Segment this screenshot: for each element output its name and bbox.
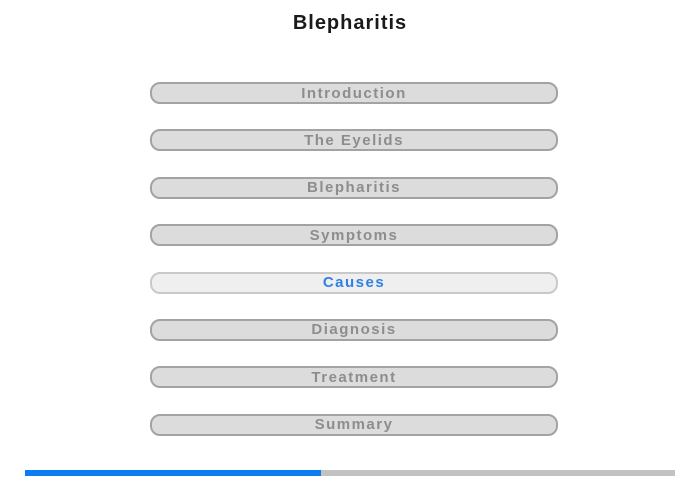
page-title: Blepharitis xyxy=(292,12,408,34)
menu-item-treatment[interactable]: Treatment xyxy=(150,366,558,388)
progress-fill xyxy=(25,470,321,476)
menu-item-symptoms[interactable]: Symptoms xyxy=(150,224,558,246)
menu-item-diagnosis[interactable]: Diagnosis xyxy=(150,319,558,341)
menu-item-blepharitis[interactable]: Blepharitis xyxy=(150,177,558,199)
menu-item-the-eyelids[interactable]: The Eyelids xyxy=(150,129,558,151)
menu-item-introduction[interactable]: Introduction xyxy=(150,82,558,104)
menu-item-causes[interactable]: Causes xyxy=(150,272,558,294)
progress-seek-bar[interactable] xyxy=(25,470,675,476)
menu-item-summary[interactable]: Summary xyxy=(150,414,558,436)
navigation-menu xyxy=(150,82,558,461)
